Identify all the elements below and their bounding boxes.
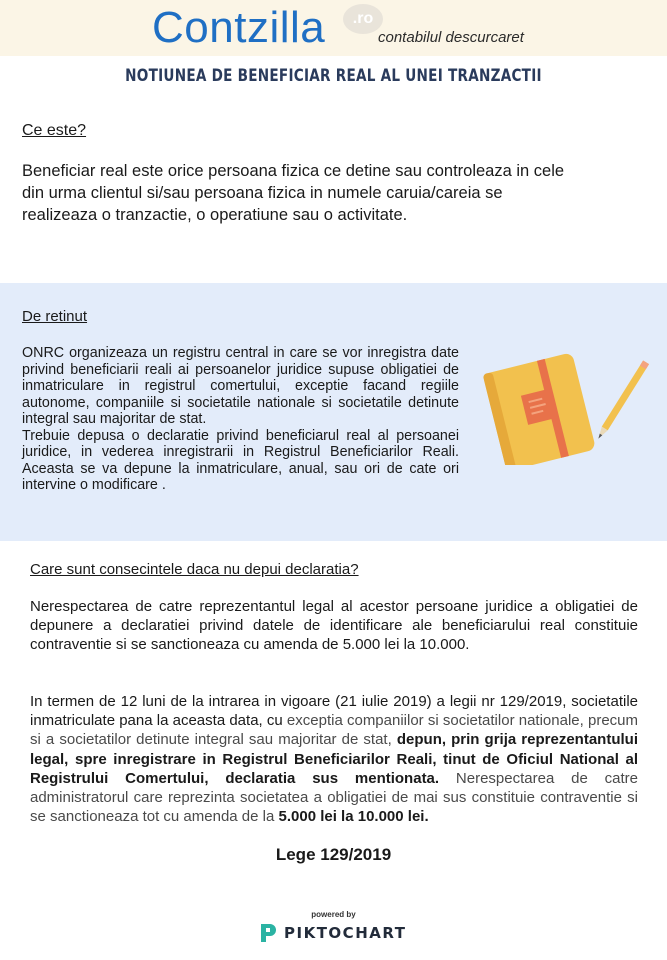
powered-by-label: powered by bbox=[311, 910, 356, 919]
section-what-label: Ce este? bbox=[22, 122, 87, 139]
consequences-amount: 5.000 lei la 10.000 lei. bbox=[278, 808, 429, 826]
section-consequences-label: Care sunt consecintele daca nu depui declaratia? bbox=[30, 561, 359, 578]
piktochart-logo-icon bbox=[258, 922, 278, 944]
piktochart-brand: PIKTOCHART bbox=[284, 924, 407, 942]
tagline: contabilul descurcaret bbox=[378, 29, 524, 46]
consequences-part-a: In termen de 12 luni de la intrarea in vigoare (21 iulie 2019) a legii nr 129/2019, societatile inmatriculate pana la aceasta data, cu bbox=[30, 693, 638, 730]
section-note-label: De retinut bbox=[22, 308, 88, 325]
section-what-text: Beneficiar real este orice persoana fizica ce detine sau controleaza in cele din urma clientul si/sau persoana fizica in numele caruia/careia se realizeaza o tranzactie, o operatiune sau o activitate. bbox=[22, 162, 565, 224]
law-reference: Lege 129/2019 bbox=[275, 845, 392, 864]
note-paragraph-1: ONRC organizeaza un registru central in care se vor inregistra date privind beneficiarii reali ai persoanelor juridice supuse obligatiei de inmatriculare in registrul comertului, exceptie facand regiile autonome, companiile si societatile nationale si societatile detinute integral sau majoritar de stat. bbox=[22, 345, 459, 427]
section-consequences-text-1: Nerespectarea de catre reprezentantul legal al acestor persoane juridice a obligatiei de depunere a declaratiei privind datele de identificare ale beneficiarului real constituie contraventie si se sanctioneaza cu amenda de 5.000 lei la 10.000. bbox=[30, 598, 638, 653]
section-note-text bbox=[22, 345, 459, 494]
notebook-pencil-icon bbox=[480, 345, 650, 465]
consequences-bold: depun, prin grija reprezentantului legal, spre inregistrare in Registrul Beneficiarilor Reali, tinut de Oficiul National al Registrului Comertului, declaratia sus mentionata. bbox=[30, 731, 638, 787]
consequences-part-b: exceptia companiilor si societatilor nationale, precum si a societatilor detinute integral sau majoritar de stat, bbox=[30, 712, 638, 749]
consequences-part-c: Nerespectarea de catre administratorul care reprezinta societatea a obligatiei de mai sus constituie contraventie si se sanctioneaza tot cu amenda de la bbox=[30, 769, 638, 826]
logo-tld-badge: .ro bbox=[343, 4, 383, 34]
piktochart-logo[interactable] bbox=[258, 922, 418, 944]
contzilla-logo[interactable]: Contzilla bbox=[152, 3, 326, 52]
section-consequences-text-2 bbox=[30, 692, 638, 826]
page-title: NOTIUNEA DE BENEFICIAR REAL AL UNEI TRANZACTII bbox=[125, 66, 542, 86]
header-banner bbox=[0, 0, 667, 56]
note-paragraph-2: Trebuie depusa o declaratie privind beneficiarul real al persoanei juridice, in vederea inregistrarii in Registrul Beneficiarilor Reali. Aceasta se va depune la inmatriculare, anual, sau ori de cate ori intervine o modificare . bbox=[22, 427, 459, 493]
